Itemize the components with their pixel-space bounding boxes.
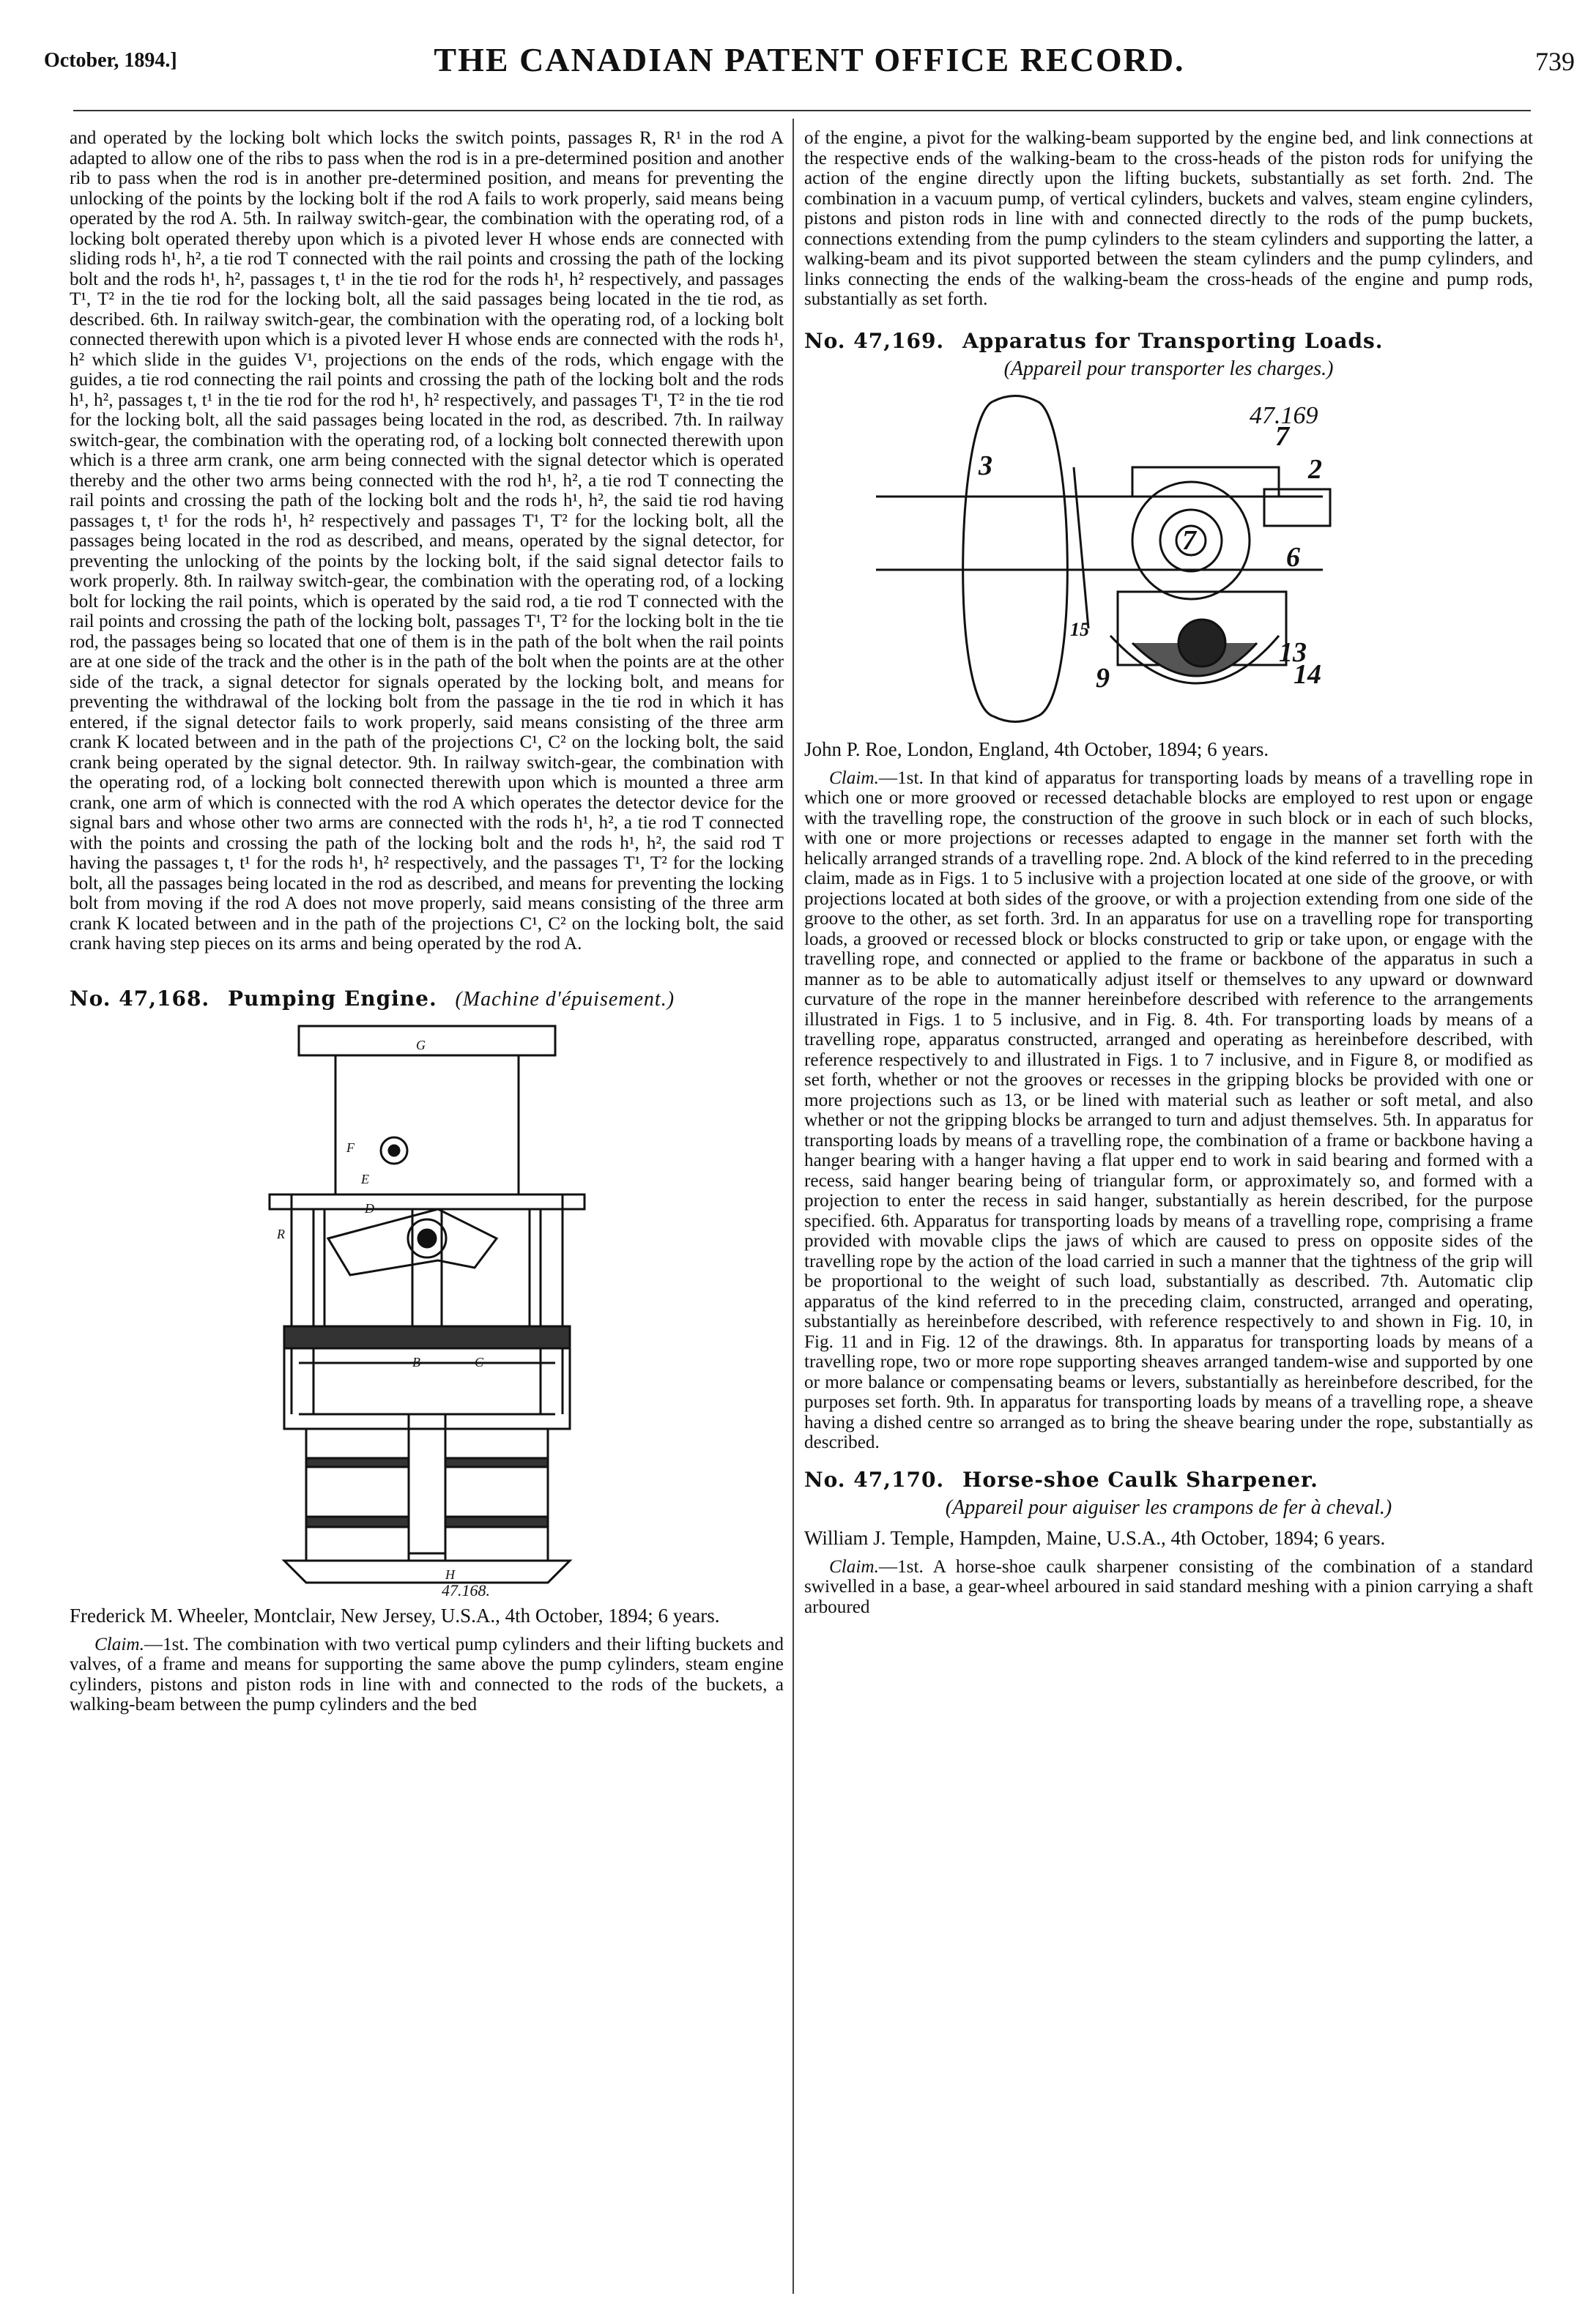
continued-claims-text-right: of the engine, a pivot for the walking-beam supported by the engine bed, and link connections at the respective ends of the walking-beam to the cross-heads of the piston rods for unifying the action of the engine directly upon the lifting buckets, substantially as set forth. 2nd. The combination in a vacuum pump, of vertical cylinders, buckets and valves, steam engine cylinders, pistons and piston rods in line with and connected directly to the rods of the pump buckets, connections extending from the pump cylinders to the steam cylinders and supporting the latter, a walking-beam and its pivot supported between the steam cylinders and the pump cylinders, and links connecting the ends of the walking-beam the cross-heads of the engine and pump rods, substantially as set forth. bbox=[804, 128, 1533, 309]
fig-letter-r: R bbox=[276, 1226, 285, 1241]
patent-47170-french-title: (Appareil pour aiguiser les crampons de fer à cheval.) bbox=[945, 1495, 1392, 1519]
claim-text: —1st. In that kind of apparatus for transporting loads by means of a travelling rope in which one or more grooved or recessed detachable blocks are employed to rest upon or engage with the travelling rope, the construction of the groove in such block or in each of such blocks, with one or more projections or recesses adapted to engage in the manner set forth with the helically arranged strands of a travelling rope. 2nd. A block of the kind referred to in the preceding claim, made as in Figs. 1 to 5 inclusive with a projection located at one side of the groove, or with projections located at both sides of the groove, or with a projection extending from one side of the groove to the other, as set forth. 3rd. In an apparatus for use on a travelling rope for transporting loads, a grooved or recessed block or blocks constructed to grip or take upon, or engage with the travelling rope, and connected or applied to the frame or backbone of the apparatus in such a manner as to be able to automatically adjust itself or themselves to any upward or downward curvature of the rope in the manner hereinbefore described with reference to the arrangements illustrated in Figs. 1 to 5 inclusive, and in Fig. 8. 4th. For transporting loads by means of a travelling rope, apparatus constructed, arranged and operating as hereinbefore described, with reference respectively to and illustrated in Figs. 1 to 7 inclusive, and in Figure 8, or modified as set forth, whether or not the grooves or recesses in the gripping blocks be provided with one or more projections such as 13, or be lined with material such as leather or soft metal, and also whether or not the gripping blocks be arranged to turn and adjust themselves. 5th. In apparatus for transporting loads by means of a travelling rope, the combination of a frame or backbone having a hanger bearing with a hanger having a flat upper end to work in said bearing and formed with a recess, said hanger bearing being of triangular form, or approximately so, and formed with a projection to enter the recess in said hanger, substantially as herein described, for the purpose specified. 6th. Apparatus for transporting loads by means of a travelling rope, comprising a frame provided with movable clips the jaws of which are caused to press on opposite sides of the travelling rope by the action of the load carried in such a manner that the tightness of the grip will be proportional to the weight of such load, substantially as described. 7th. Automatic clip apparatus of the kind referred to in the preceding claim, constructed, arranged and operating, substantially as hereinbefore described, with reference respectively to and shown in Fig. 10, in Fig. 11 and in Fig. 12 of the drawings. 8th. In apparatus for transporting loads by means of a travelling rope, two or more rope supporting sheaves arranged tandem-wise and supported by one or more balance or compensating beams or levers, substantially as hereinbefore described, for the purposes set forth. 9th. In apparatus for transporting loads by means of a travelling rope, a sheave having a dished centre so arranged as to bring the sheave bearing under the rope, substantially as described. bbox=[804, 768, 1533, 1452]
patent-title: Apparatus for Transporting Loads. bbox=[962, 328, 1384, 353]
fig-num-13: 13 bbox=[1278, 636, 1307, 668]
left-column bbox=[70, 128, 784, 1715]
page-number: 739 bbox=[1535, 47, 1575, 76]
claim-label: Claim. bbox=[829, 768, 879, 788]
fig-letter-c: C bbox=[474, 1354, 483, 1370]
fig-num-15: 15 bbox=[1069, 618, 1089, 640]
patent-47170-heading bbox=[804, 1468, 1533, 1492]
figure-number: 47.168. bbox=[441, 1580, 490, 1597]
patent-47168-heading bbox=[70, 986, 784, 1011]
figure-number-right: 47.169 bbox=[1249, 401, 1318, 429]
fig-letter-g: G bbox=[415, 1037, 426, 1052]
patent-french-title: (Machine d'épuisement.) bbox=[455, 987, 675, 1011]
patent-47170-inventor: William J. Temple, Hampden, Maine, U.S.A., 4th October, 1894; 6 years. bbox=[804, 1526, 1386, 1549]
claim-text: —1st. The combination with two vertical pump cylinders and their lifting buckets and valves, of a frame and means for supporting the same above the pump cylinders, steam engine cylinders, pistons and piston rods in line with and connected to the rods of the buckets, a walking-beam between the pump cylinders and the bed bbox=[70, 1634, 784, 1714]
fig-letter-h: H bbox=[445, 1567, 455, 1582]
patent-47168-claim bbox=[70, 1635, 784, 1715]
fig-letter-f: F bbox=[346, 1140, 355, 1155]
page-header bbox=[44, 40, 1575, 92]
fig-num-7b: 7 bbox=[1274, 420, 1289, 452]
claim-label: Claim. bbox=[94, 1634, 144, 1654]
patent-47169-french-title: (Appareil pour transporter les charges.) bbox=[1003, 357, 1334, 380]
fig-num-14: 14 bbox=[1293, 658, 1321, 690]
header-title: THE CANADIAN PATENT OFFICE RECORD. bbox=[434, 41, 1185, 78]
patent-47169-heading bbox=[804, 329, 1533, 353]
patent-number: No. 47,169. bbox=[804, 328, 945, 353]
continued-claims-text: and operated by the locking bolt which locks the switch points, passages R, R¹ in the rod A adapted to allow one of the ribs to pass when the rod is in a pre-determined position and another rib to pass when the rod is in another pre-determined position, and means for preventing the unlocking of the points by the locking bolt if the rod A fails to work properly, said means being operated by the rod A. 5th. In railway switch-gear, the combination with the operating rod, of a locking bolt operated thereby upon which is a pivoted lever H whose ends are connected with sliding rods h¹, h², a tie rod T connected with the rail points and crossing the path of the locking bolt and the rods h¹, h², passages t, t¹ in the tie rod for the rods h¹, h² respectively, and passages T¹, T² in the tie rod for the locking bolt, all the said passages being located in the tie rod, as described. 6th. In railway switch-gear, the combination with the operating rod, of a locking bolt connected therewith upon which is a pivoted lever H whose ends are connected with the rods h¹, h² which slide in the guides V¹, projections on the ends of the rods, which engage with the guides, a tie rod connecting the rail points and crossing the path of the locking bolt and the rods h¹, h², passages t, t¹ in the tie rod for the rod h¹, h² respectively, and passages T¹, T² in the tie rod for the locking bolt, all the said passages being located in the rod, as described. 7th. In railway switch-gear, the combination with the operating rod, of a locking bolt connected therewith upon which is a three arm crank, one arm being connected with the signal detector which is operated thereby and the other two arms being connected with the rod h¹, h², a tie rod T connecting the rail points and crossing the path of the locking bolt and the rods h¹, h², the said tie rod having passages t, t¹ for the rods h¹, h² respectively and passages T¹, T² for the locking bolt, all the passages being located in the rod as described, and means, operated by the signal detector, for preventing the unlocking of the points by the locking bolt, if the said signal detector fails to work properly. 8th. In railway switch-gear, the combination with the operating rod, of a locking bolt for locking the rail points, which is operated by the said rod, a tie rod T connected with the rail points and crossing the path of the locking bolt, passages T¹, T² for the locking bolt in the tie rod, the passages being so located that one of them is in the path of the bolt when the rail points are at one side of the track and the other is in the path of the bolt when the points are at the other side of the track, a signal detector for signals operated by the locking bolt, and means for preventing the withdrawal of the locking bolt from the passage in the tie rod in which it has entered, if the signal detector fails to work properly, said means consisting of the three arm crank K located between and in the path of the projections C¹, C² on the locking bolt, the said crank being operated by the signal detector. 9th. In railway switch-gear, the combination with the operating rod, of a locking bolt connected therewith upon which is mounted a three arm crank, one arm of which is connected with the rod A which operates the detector device for the signal bars and whose other two arms are connected with the rods h¹, h², a tie rod T connected with the points and crossing the path of the locking bolt and the rods h¹, h², the said rod T having the passages t, t¹ for the rods h¹, h² respectively, and the passages T¹, T² for the locking bolt, all the passages being located in the rod as described, and means for preventing the locking bolt from moving if the rod A does not move properly, said means consisting of the three arm crank K located between and in the path of the projections C¹, C² on the locking bolt, the said crank having step pieces on its arms and being operated by the rod A. bbox=[70, 128, 784, 954]
right-column bbox=[804, 128, 1533, 1617]
fig-num-7: 7 bbox=[1181, 524, 1196, 556]
fig-num-9: 9 bbox=[1095, 662, 1110, 694]
fig-num-6: 6 bbox=[1285, 541, 1300, 573]
claim-text: —1st. A horse-shoe caulk sharpener consisting of the combination of a standard swivelled in a base, a gear-wheel arboured in said standard meshing with a pinion carrying a shaft arboured bbox=[804, 1556, 1533, 1617]
fig-num-2: 2 bbox=[1307, 453, 1322, 485]
patent-number: No. 47,170. bbox=[804, 1467, 945, 1492]
fig-letter-b: B bbox=[412, 1354, 420, 1370]
patent-title: Pumping Engine. bbox=[227, 986, 437, 1011]
header-rule bbox=[73, 110, 1531, 111]
patent-47168-inventor: Frederick M. Wheeler, Montclair, New Jersey, U.S.A., 4th October, 1894; 6 years. bbox=[70, 1604, 720, 1627]
patent-number: No. 47,168. bbox=[70, 986, 210, 1011]
fig-letter-e: E bbox=[360, 1171, 369, 1186]
load-transport-figure bbox=[869, 387, 1469, 731]
patent-47170-claim bbox=[804, 1557, 1533, 1618]
fig-letter-d: D bbox=[364, 1200, 374, 1216]
patent-title: Horse-shoe Caulk Sharpener. bbox=[962, 1467, 1318, 1492]
patent-47169-claim bbox=[804, 768, 1533, 1453]
claim-label: Claim. bbox=[829, 1556, 879, 1577]
pumping-engine-figure bbox=[255, 1019, 599, 1597]
column-divider bbox=[793, 119, 794, 2294]
patent-47169-inventor: John P. Roe, London, England, 4th October, 1894; 6 years. bbox=[804, 737, 1269, 760]
fig-num-3: 3 bbox=[978, 450, 992, 481]
header-date: October, 1894.] bbox=[44, 49, 177, 72]
